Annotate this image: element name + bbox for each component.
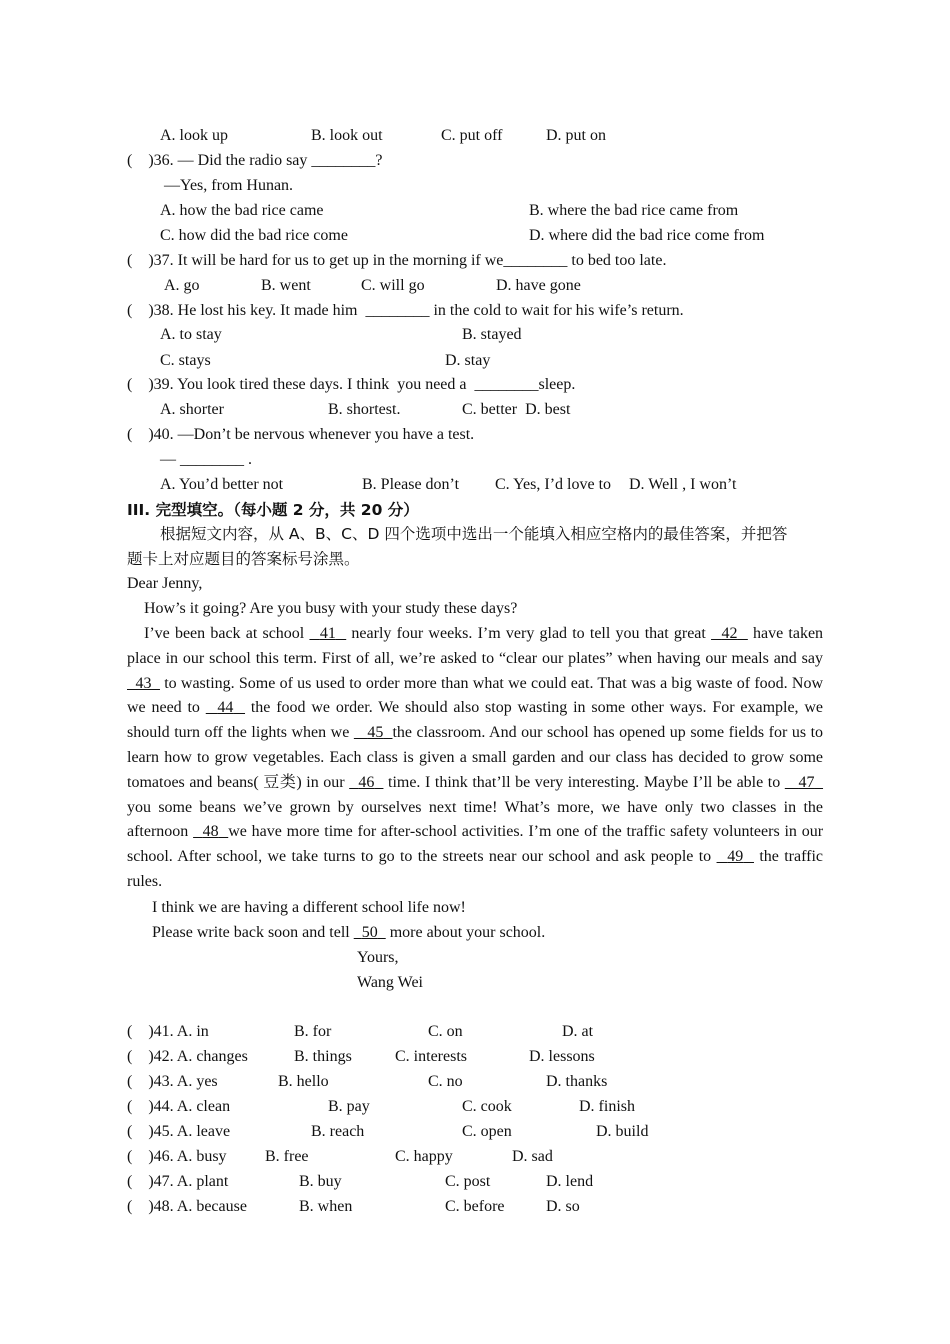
blank-41: 41 bbox=[319, 625, 336, 642]
cloze-42-option-d: D. lessons bbox=[529, 1048, 595, 1065]
q36-option-c: C. how did the bad rice come bbox=[160, 227, 348, 244]
cloze-48-stem: ( )48. A. because bbox=[127, 1198, 247, 1215]
blank-47: 47 bbox=[798, 773, 815, 791]
blank-50: 50 bbox=[361, 924, 378, 941]
cloze-45-option-b: B. reach bbox=[311, 1123, 365, 1140]
cloze-48-option-d: D. so bbox=[546, 1198, 580, 1215]
cloze-48-option-c: C. before bbox=[445, 1198, 505, 1215]
q35-option-d: D. put on bbox=[546, 127, 606, 144]
cloze-42-stem: ( )42. A. changes bbox=[127, 1048, 248, 1065]
section-instructions-line1: 根据短文内容，从 A、B、C、D 四个选项中选出一个能填入相应空格内的最佳答案，并把答 bbox=[160, 525, 788, 543]
q36-option-d: D. where did the bad rice come from bbox=[529, 227, 765, 244]
q38-option-c: C. stays bbox=[160, 352, 211, 369]
letter-paragraph: I’ve been back at school 41 nearly four weeks. I’m very glad to tell you that great 42 have taken place in our school this term. First of all, we’re asked to “clear our plates” when having our meals and say 43 to wasting. Some of us used to order more than what we could eat. That was a big waste of food. Now we need to 44 the food we order. We should also stop wasting in some other ways. For example, we should turn off the lights when we 45 the classroom. And our school has opened up some fields for us to learn how to grow vegetables. Each class is given a small garden and our class has decided to grow some tomatoes and beans( 豆类) in our 46 time. I think that’ll be very interesting. Maybe I’ll be able to 47 you some beans we’ve grown by ourselves next time! What’s more, we have only two classes in the afternoon 48 we have more time for after-school activities. I’m one of the traffic safety volunteers in our school. After school, we take turns to go to the streets near our school and ask people to 49 the traffic rules. bbox=[127, 625, 824, 890]
cloze-46-option-d: D. sad bbox=[512, 1148, 553, 1165]
blank-43: 43 bbox=[135, 674, 152, 692]
q36-reply: —Yes, from Hunan. bbox=[164, 177, 294, 194]
q38-stem: ( )38. He lost his key. It made him ________ in the cold to wait for his wife’s return. bbox=[127, 302, 684, 319]
q35-option-a: A. look up bbox=[160, 127, 228, 144]
cloze-44-option-c: C. cook bbox=[462, 1098, 512, 1115]
cloze-41-option-c: C. on bbox=[428, 1023, 463, 1040]
q39-option-a: A. shorter bbox=[160, 401, 224, 418]
cloze-47-option-c: C. post bbox=[445, 1173, 491, 1190]
q35-option-b: B. look out bbox=[311, 127, 383, 144]
q37-option-b: B. went bbox=[261, 277, 311, 294]
cloze-43-option-b: B. hello bbox=[278, 1073, 329, 1090]
cloze-44-option-b: B. pay bbox=[328, 1098, 370, 1115]
letter-line-3: Please write back soon and tell 50 more about your school. bbox=[152, 924, 546, 941]
q40-option-a: A. You’d better not bbox=[160, 476, 284, 493]
q36-option-b: B. where the bad rice came from bbox=[529, 202, 739, 219]
cloze-41-option-d: D. at bbox=[562, 1023, 594, 1040]
q36-stem: ( )36. — Did the radio say ________? bbox=[127, 152, 383, 169]
cloze-45-option-c: C. open bbox=[462, 1123, 512, 1140]
cloze-47-stem: ( )47. A. plant bbox=[127, 1173, 229, 1190]
q38-option-b: B. stayed bbox=[462, 326, 522, 343]
blank-48: 48 bbox=[202, 823, 219, 841]
cloze-43-stem: ( )43. A. yes bbox=[127, 1073, 218, 1090]
q39-option-b: B. shortest. bbox=[328, 401, 401, 418]
q39-stem: ( )39. You look tired these days. I think you need a ________sleep. bbox=[127, 376, 576, 393]
letter-greeting: Dear Jenny, bbox=[127, 575, 203, 592]
q35-option-c: C. put off bbox=[441, 127, 503, 144]
cloze-47-option-b: B. buy bbox=[299, 1173, 342, 1190]
cloze-43-option-c: C. no bbox=[428, 1073, 463, 1090]
q40-option-d: D. Well , I won’t bbox=[629, 476, 737, 493]
q40-option-c: C. Yes, I’d love to bbox=[495, 476, 612, 493]
cloze-44-option-d: D. finish bbox=[579, 1098, 635, 1115]
cloze-46-option-b: B. free bbox=[265, 1148, 309, 1165]
cloze-45-option-d: D. build bbox=[596, 1123, 649, 1140]
blank-45: 45 bbox=[367, 724, 384, 742]
cloze-45-stem: ( )45. A. leave bbox=[127, 1123, 231, 1140]
q40-stem: ( )40. —Don’t be nervous whenever you have a test. bbox=[127, 426, 475, 443]
q40-reply: — ________ . bbox=[160, 451, 252, 468]
q36-option-a: A. how the bad rice came bbox=[160, 202, 324, 219]
q37-option-c: C. will go bbox=[361, 277, 425, 294]
q39-option-cd: C. better D. best bbox=[462, 401, 571, 418]
blank-42: 42 bbox=[721, 625, 738, 642]
letter-line-2: I think we are having a different school life now! bbox=[152, 899, 466, 916]
cloze-44-stem: ( )44. A. clean bbox=[127, 1098, 231, 1115]
cloze-41-stem: ( )41. A. in bbox=[127, 1023, 209, 1040]
letter-closing: Yours, bbox=[357, 949, 399, 966]
cloze-47-option-d: D. lend bbox=[546, 1173, 594, 1190]
q37-option-a: A. go bbox=[164, 277, 200, 294]
q40-option-b: B. Please don’t bbox=[362, 476, 460, 493]
section-title: III. 完型填空。（每小题 2 分，共 20 分） bbox=[127, 501, 419, 519]
cloze-41-option-b: B. for bbox=[294, 1023, 332, 1040]
letter-line-1: How’s it going? Are you busy with your study these days? bbox=[144, 600, 518, 617]
cloze-43-option-d: D. thanks bbox=[546, 1073, 608, 1090]
cloze-42-option-c: C. interests bbox=[395, 1048, 467, 1065]
q38-option-a: A. to stay bbox=[160, 326, 222, 343]
blank-49: 49 bbox=[727, 848, 744, 866]
blank-44: 44 bbox=[217, 699, 234, 717]
q37-stem: ( )37. It will be hard for us to get up in the morning if we________ to bed too late. bbox=[127, 252, 667, 269]
cloze-46-option-c: C. happy bbox=[395, 1148, 453, 1165]
q37-option-d: D. have gone bbox=[496, 277, 581, 294]
q38-option-d: D. stay bbox=[445, 352, 491, 369]
cloze-46-stem: ( )46. A. busy bbox=[127, 1148, 227, 1165]
cloze-48-option-b: B. when bbox=[299, 1198, 353, 1215]
blank-46: 46 bbox=[358, 773, 375, 791]
section-instructions-line2: 题卡上对应题目的答案标号涂黑。 bbox=[127, 550, 360, 568]
letter-signature: Wang Wei bbox=[357, 974, 423, 991]
cloze-42-option-b: B. things bbox=[294, 1048, 352, 1065]
